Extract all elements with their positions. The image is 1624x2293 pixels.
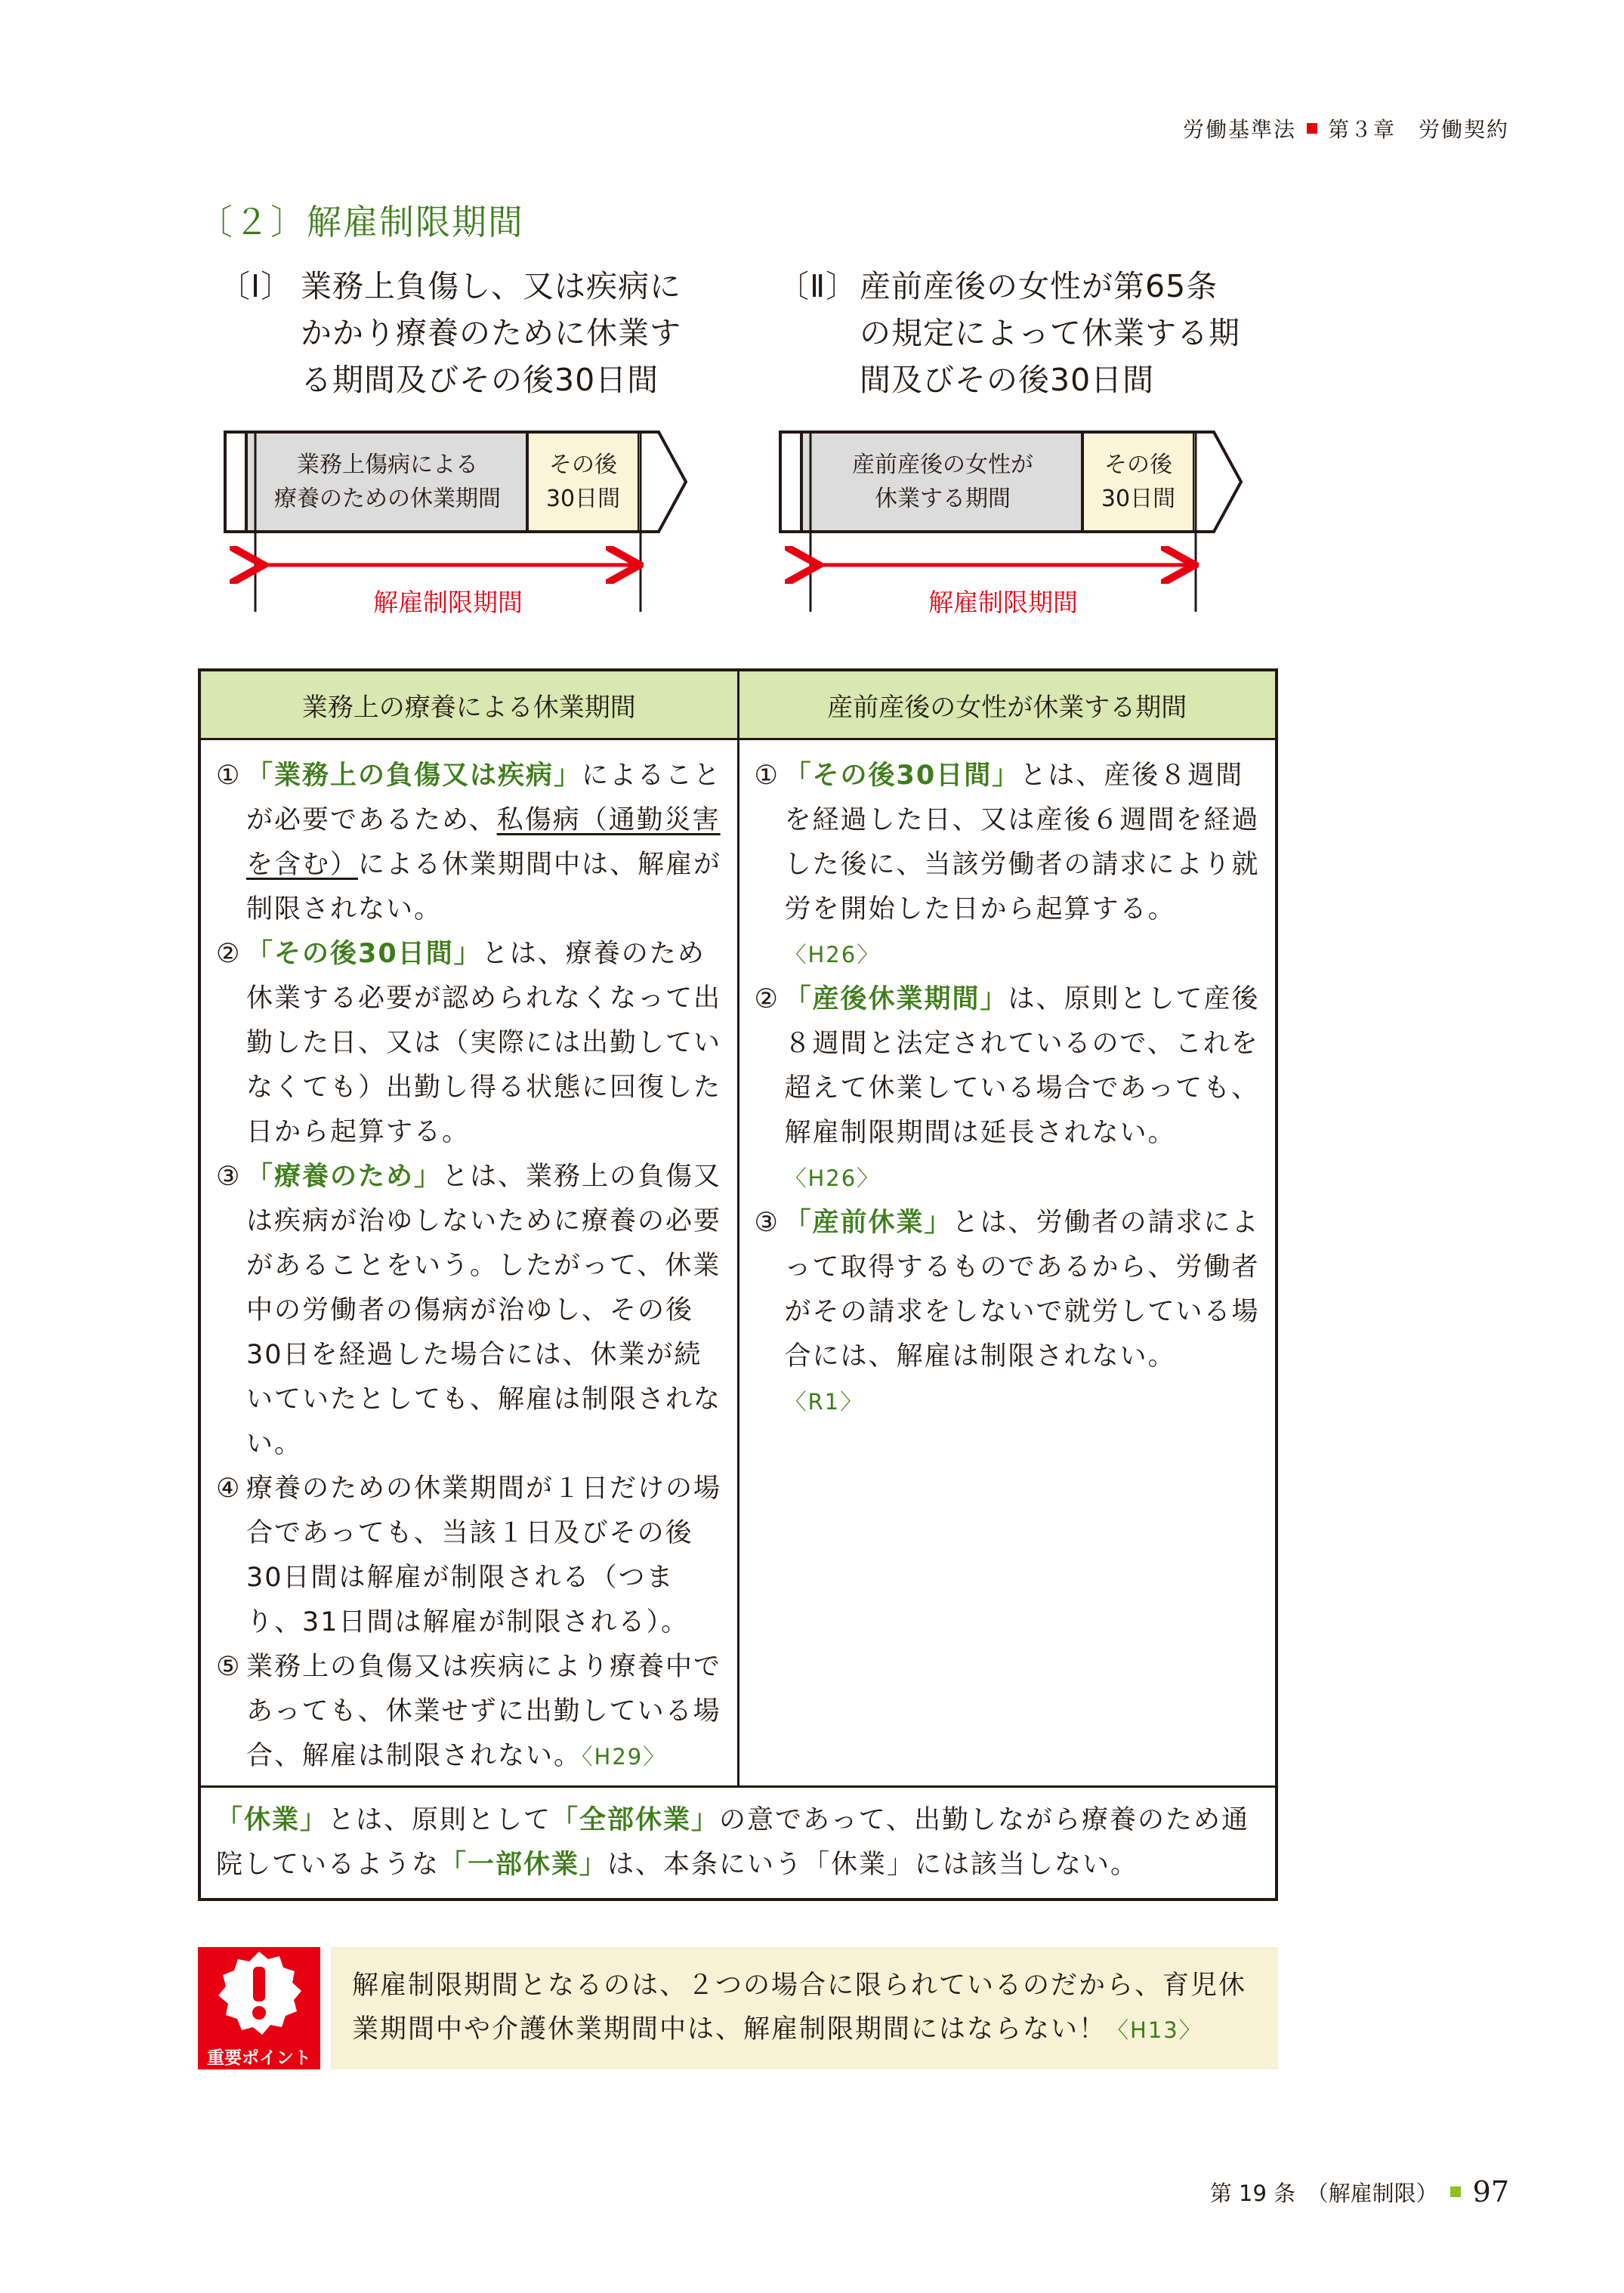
note-text: は、本条にいう「休業」には該当しない。	[607, 1850, 1139, 1880]
case1-range-label: 解雇制限期間	[373, 588, 523, 617]
case2-heading-line: の規定によって休業する期	[860, 315, 1240, 351]
item-number: ③	[754, 1208, 780, 1238]
col2-cell	[738, 739, 1277, 1787]
list-item	[216, 932, 722, 1155]
item-text: とは、療養のため休業する必要が認められなくなって出勤した日、又は（実際には出勤していなくても）出勤し得る状態に回復した日から起算する。	[246, 939, 722, 1147]
case2-heading-line: 間及びその後30日間	[860, 362, 1155, 398]
box-line: その後	[549, 452, 617, 478]
square-bullet-icon	[1450, 2187, 1461, 2197]
note-text: の意であって、出勤しながら療養のため通院しているような	[216, 1805, 1249, 1880]
page-number: 97	[1472, 2175, 1509, 2208]
item-number: ①	[754, 761, 780, 791]
item-text: 業務上の負傷又は疾病により療養中であっても、休業せずに出勤している場合、解雇は制限されない。	[246, 1652, 722, 1771]
list-item	[755, 754, 1261, 977]
list-item	[755, 1201, 1261, 1424]
case1-heading-line: かかり療養のために休業す	[301, 315, 681, 351]
timeline-arrow-head	[639, 432, 686, 532]
bottom-note	[199, 1787, 1277, 1900]
section-title: 〔２〕解雇制限期間	[198, 202, 524, 242]
exam-reference: 〈H29〉	[582, 1744, 667, 1770]
exam-reference: 〈H26〉	[784, 942, 881, 968]
point-text: 解雇制限期間となるのは、２つの場合に限られているのだから、育児休業期間中や介護休業期間中は、解雇制限期間にはならない！	[352, 1970, 1247, 2045]
case2-main-label	[804, 435, 1081, 529]
item-number: ④	[216, 1474, 242, 1504]
col2-header: 産前産後の女性が休業する期間	[738, 670, 1277, 739]
box-line: 療養のための休業期間	[274, 486, 501, 512]
exam-reference: 〈R1〉	[784, 1389, 864, 1415]
list-item	[216, 1645, 722, 1779]
badge-label: 重要ポイント	[207, 2048, 311, 2068]
col1-cell	[199, 739, 738, 1787]
case2-heading-line: 産前産後の女性が第65条	[860, 268, 1218, 304]
case2-heading-num: 〔Ⅱ〕	[778, 268, 858, 304]
footer-article: 第 19 条 （解雇制限）	[1209, 2180, 1438, 2206]
exam-reference: 〈H13〉	[1107, 2017, 1203, 2043]
list-item	[216, 754, 722, 932]
case1-main-label	[249, 435, 526, 529]
case1-heading-line: る期間及びその後30日間	[301, 362, 659, 398]
case1-heading	[219, 263, 718, 403]
important-point-box	[331, 1947, 1278, 2069]
box-line: 30日間	[1101, 486, 1176, 512]
timeline-edge	[780, 432, 801, 532]
keyword: 「その後30日間」	[784, 761, 1020, 791]
item-text: とは、産後８週間を経過した日、又は産後６週間を経過した後に、当該労働者の請求により就労を開始した日から起算する。	[784, 761, 1260, 924]
case1-heading-num: 〔Ⅰ〕	[219, 268, 293, 304]
keyword: 「療養のため」	[246, 1162, 443, 1192]
item-number: ②	[754, 984, 780, 1014]
exclamation-icon	[198, 1947, 320, 2045]
case1-heading-line: 業務上負傷し、又は疾病に	[301, 268, 681, 304]
item-number: ①	[216, 761, 242, 791]
keyword: 「業務上の負傷又は疾病」	[246, 761, 582, 791]
item-text: とは、業務上の負傷又は疾病が治ゆしないために療養の必要があることをいう。したがって、休業中の労働者の傷病が治ゆし、その後30日を経過した場合には、休業が続いていたとしても、解雇は制限されない。	[246, 1162, 722, 1459]
item-text: によることが必要であるため、	[246, 761, 722, 835]
running-header	[1183, 113, 1509, 144]
underlined-text: 私傷病（通勤災害を含む）	[246, 805, 721, 880]
timeline-edge	[225, 432, 246, 532]
keyword: 「休業」	[216, 1805, 329, 1835]
header-chapter: 第３章 労働契約	[1327, 117, 1509, 142]
comparison-table	[198, 668, 1278, 1901]
important-point-badge	[198, 1947, 320, 2069]
item-text: 療養のための休業期間が１日だけの場合であっても、当該１日及びその後30日間は解雇が制限される（つまり、31日間は解雇が制限される）。	[246, 1474, 722, 1637]
keyword: 「全部休業」	[551, 1805, 720, 1835]
case2-after-label	[1084, 435, 1193, 529]
case1-after-label	[529, 435, 638, 529]
list-item	[216, 1155, 722, 1467]
box-line: その後	[1104, 452, 1172, 478]
list-item	[216, 1467, 722, 1645]
col1-header: 業務上の療養による休業期間	[199, 670, 738, 739]
item-text: による休業期間中は、解雇が制限されない。	[246, 850, 722, 924]
keyword: 「産前休業」	[784, 1208, 952, 1238]
keyword: 「その後30日間」	[246, 939, 482, 969]
case2-heading	[778, 263, 1277, 403]
header-law: 労働基準法	[1182, 117, 1296, 142]
box-line: 産前産後の女性が	[852, 452, 1033, 478]
keyword: 「産後休業期間」	[784, 984, 1008, 1014]
note-text: とは、原則として	[328, 1805, 552, 1835]
timeline-arrow-head	[1194, 432, 1241, 532]
list-item	[755, 977, 1261, 1201]
item-text: は、原則として産後８週間と法定されているので、これを超えて休業している場合であっても、解雇制限期間は延長されない。	[784, 984, 1260, 1148]
square-bullet-icon	[1307, 123, 1317, 134]
case2-range-label: 解雇制限期間	[928, 588, 1078, 617]
box-line: 業務上傷病による	[297, 452, 478, 478]
exam-reference: 〈H26〉	[784, 1165, 881, 1191]
box-line: 休業する期間	[875, 486, 1011, 512]
item-number: ③	[216, 1162, 242, 1192]
item-number: ⑤	[216, 1652, 242, 1682]
box-line: 30日間	[545, 486, 621, 512]
keyword: 「一部休業」	[440, 1850, 608, 1880]
item-text: とは、労働者の請求によって取得するものであるから、労働者がその請求をしないで就労している場合には、解雇は制限されない。	[784, 1208, 1260, 1372]
item-number: ②	[216, 939, 242, 969]
page-footer	[1210, 2175, 1509, 2208]
